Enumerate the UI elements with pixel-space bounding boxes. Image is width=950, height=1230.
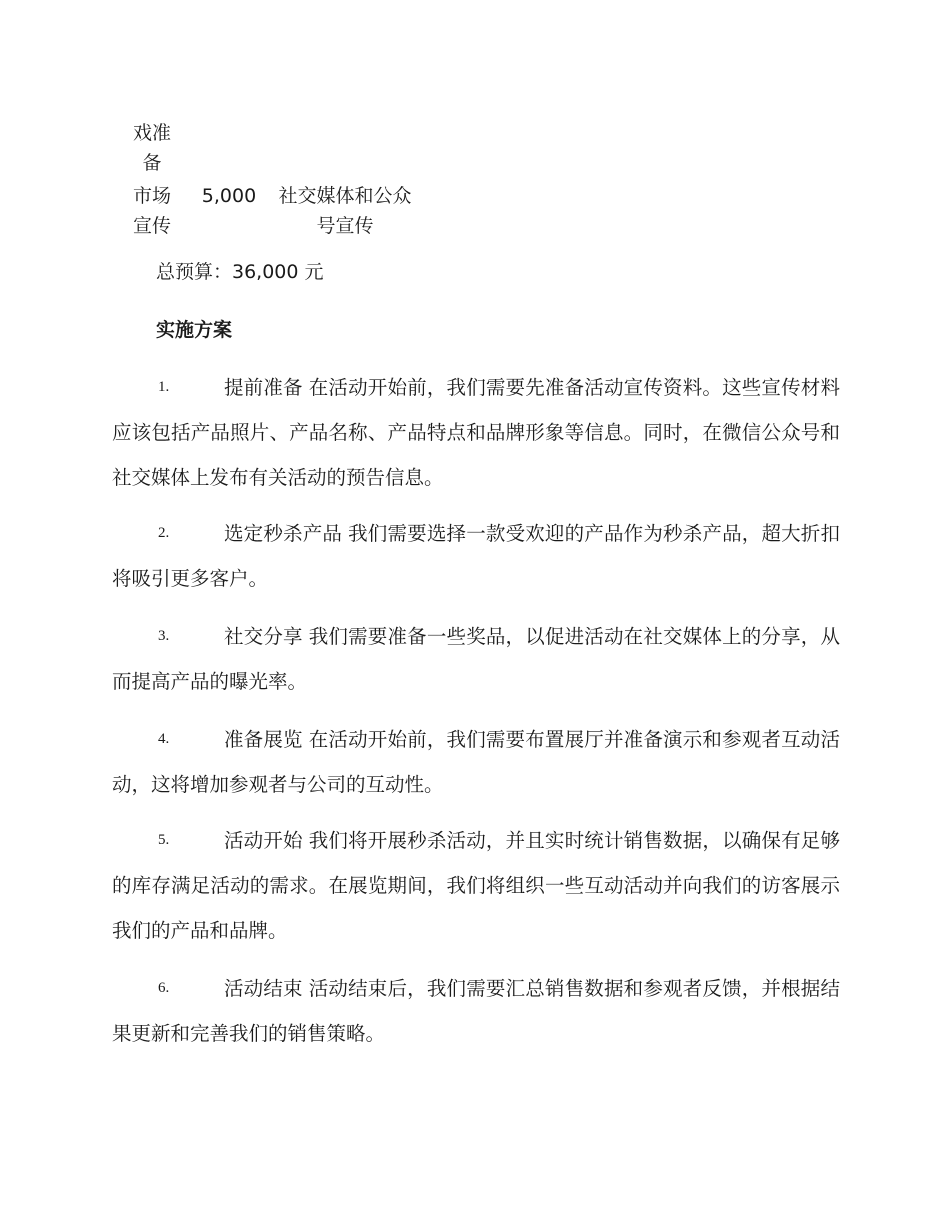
step-item — [112, 511, 840, 601]
step-item — [112, 818, 840, 953]
step-number: 1. — [158, 379, 170, 395]
table-row2-note: 社交媒体和公众号宣传 — [278, 185, 412, 237]
step-text: 活动结束后，我们需要汇总销售数据和参观者反馈，并根据结果更新和完善我们的销售策略。 — [112, 977, 840, 1045]
total-budget: 总预算：36,000 元 — [156, 261, 324, 283]
step-number: 3. — [158, 628, 170, 644]
step-title: 活动开始 — [224, 829, 303, 852]
step-title: 选定秒杀产品 — [224, 522, 343, 545]
step-item — [112, 717, 840, 807]
step-text: 我们需要选择一款受欢迎的产品作为秒杀产品，超大折扣将吸引更多客户。 — [112, 522, 840, 590]
step-item — [112, 365, 840, 500]
table-row1-item: 戏准备 — [132, 122, 171, 174]
step-number: 4. — [158, 731, 170, 747]
section-heading: 实施方案 — [156, 319, 233, 341]
step-title: 提前准备 — [224, 376, 303, 399]
step-title: 活动结束 — [224, 977, 303, 1000]
step-title: 准备展览 — [224, 728, 303, 751]
step-text: 在活动开始前，我们需要先准备活动宣传资料。这些宣传材料应该包括产品照片、产品名称、产品特点和品牌形象等信息。同时，在微信公众号和社交媒体上发布有关活动的预告信息。 — [112, 376, 840, 489]
step-text: 我们需要准备一些奖品，以促进活动在社交媒体上的分享，从而提高产品的曝光率。 — [112, 625, 840, 693]
step-title: 社交分享 — [224, 625, 303, 648]
step-number: 2. — [158, 525, 170, 541]
step-item — [112, 614, 840, 704]
table-row2-item: 市场宣传 — [132, 185, 171, 237]
step-text: 在活动开始前，我们需要布置展厅并准备演示和参观者互动活动，这将增加参观者与公司的互动性。 — [112, 728, 840, 796]
step-number: 5. — [158, 832, 170, 848]
step-number: 6. — [158, 980, 170, 996]
step-text: 我们将开展秒杀活动，并且实时统计销售数据，以确保有足够的库存满足活动的需求。在展览期间，我们将组织一些互动活动并向我们的访客展示我们的产品和品牌。 — [112, 829, 840, 942]
step-item — [112, 966, 840, 1056]
table-row2-amount: 5,000 — [201, 185, 257, 207]
